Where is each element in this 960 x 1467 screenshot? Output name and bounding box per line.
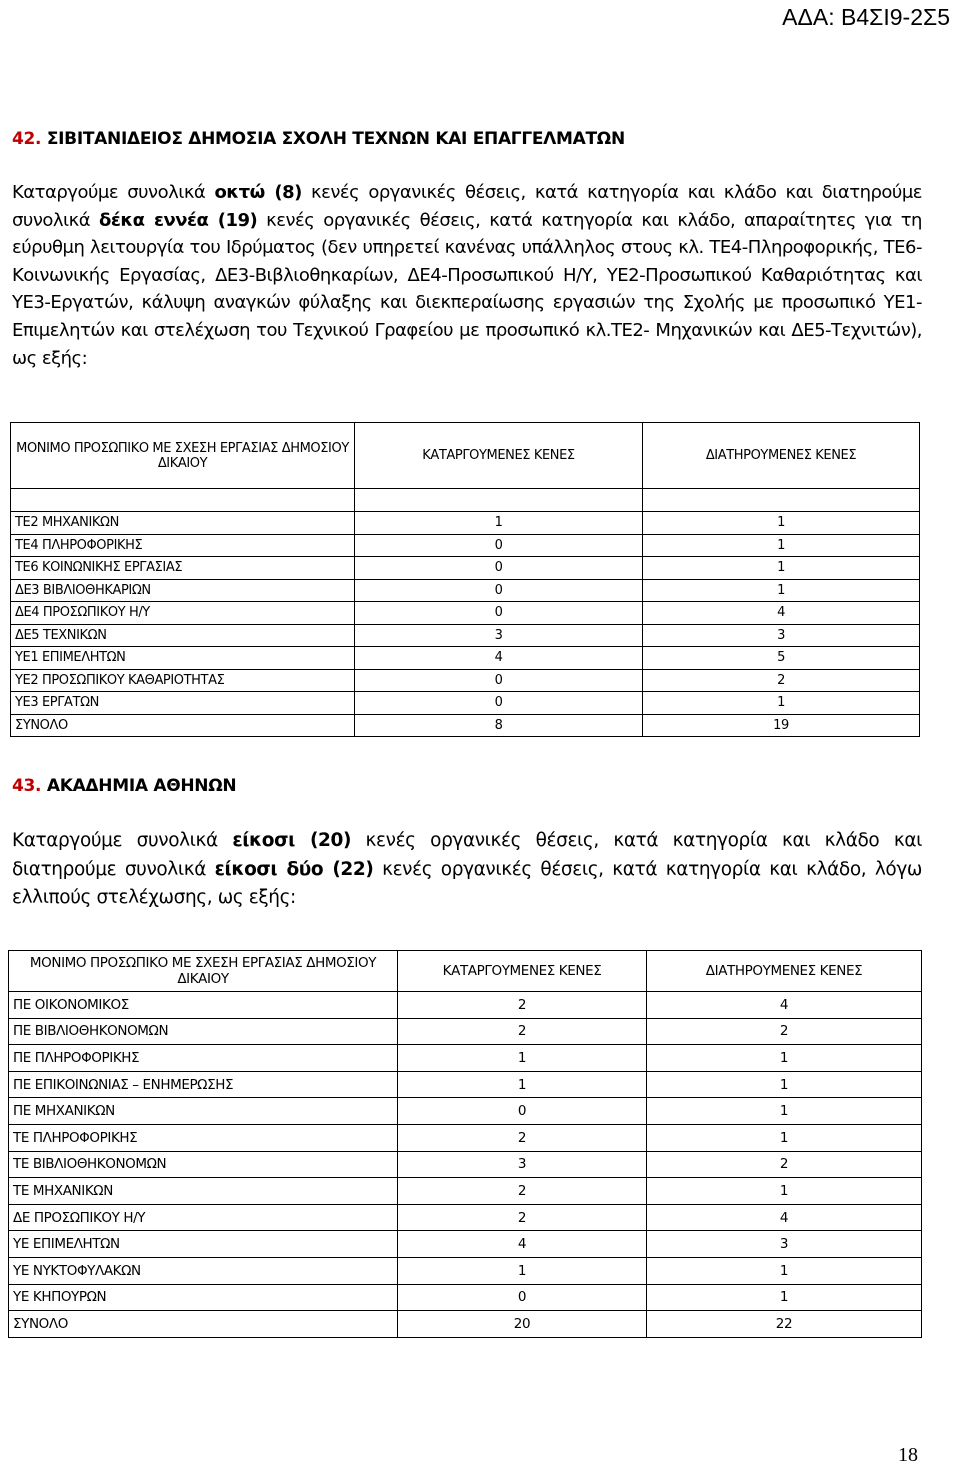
cell-category: ΠΕ ΜΗΧΑΝΙΚΩΝ bbox=[9, 1098, 398, 1125]
section-42-heading bbox=[12, 129, 625, 149]
cell-retained: 1 bbox=[647, 1124, 922, 1151]
para-text: κενές οργανικές θέσεις, κατά κατηγορία και κλάδο, λόγω ελλιπούς στελέχωσης, ως εξής: bbox=[12, 858, 922, 908]
cell-retained: 2 bbox=[647, 1151, 922, 1178]
table-row bbox=[11, 557, 920, 580]
cell-abolished: 0 bbox=[355, 602, 643, 625]
table-row bbox=[9, 992, 922, 1019]
cell-category: ΤΕ2 ΜΗΧΑΝΙΚΩΝ bbox=[11, 512, 355, 535]
cell-category: ΣΥΝΟΛΟ bbox=[9, 1311, 398, 1338]
para-text: κενές οργανικές θέσεις, κατά κατηγορία και κλάδο, απαραίτητες για τη εύρυθμη λειτουργία του Ιδρύματος (δεν υπηρετεί κανένας υπάλληλος στους κλ. ΤΕ4-Πληροφορικής, ΤΕ6-Κοινωνικής Εργασίας, ΔΕ3-Βιβλιοθηκαρίων, ΔΕ4-Προσωπικού Η/Υ, ΥΕ2-Προσωπικού Καθαριότητας και ΥΕ3-Εργατών, κάλυψη αναγκών φύλαξης και διεκπεραίωσης εργασιών της Σχολής με προσωπικό ΥΕ1-Επιμελητών και στελέχωση του Τεχνικού Γραφείου με προσωπικό κλ.ΤΕ2- Μηχανικών και ΔΕ5-Τεχνιτών), ως εξής: bbox=[12, 209, 922, 369]
table-row bbox=[9, 1204, 922, 1231]
cell-category: ΤΕ ΜΗΧΑΝΙΚΩΝ bbox=[9, 1178, 398, 1205]
section-43-paragraph bbox=[12, 827, 922, 913]
cell-abolished: 2 bbox=[398, 1124, 647, 1151]
cell-retained: 3 bbox=[643, 624, 920, 647]
table-row bbox=[11, 647, 920, 670]
para-bold: είκοσι δύο (22) bbox=[214, 858, 374, 880]
section-42-title: ΣΙΒΙΤΑΝΙΔΕΙΟΣ ΔΗΜΟΣΙΑ ΣΧΟΛΗ ΤΕΧΝΩΝ ΚΑΙ ΕΠΑΓΓΕΛΜΑΤΩΝ bbox=[46, 129, 625, 149]
cell-category: ΥΕ ΝΥΚΤΟΦΥΛΑΚΩΝ bbox=[9, 1257, 398, 1284]
table-row bbox=[11, 602, 920, 625]
cell-abolished: 1 bbox=[355, 512, 643, 535]
cell-retained: 4 bbox=[647, 1204, 922, 1231]
cell-category: ΤΕ ΒΙΒΛΙΟΘΗΚΟΝΟΜΩΝ bbox=[9, 1151, 398, 1178]
cell-retained: 3 bbox=[647, 1231, 922, 1258]
header-staff: ΜΟΝΙΜΟ ΠΡΟΣΩΠΙΚΟ ΜΕ ΣΧΕΣΗ ΕΡΓΑΣΙΑΣ ΔΗΜΟΣΙΟΥ ΔΙΚΑΙΟΥ bbox=[9, 951, 398, 992]
cell-abolished: 0 bbox=[355, 579, 643, 602]
table-row bbox=[9, 1311, 922, 1338]
cell-abolished: 0 bbox=[355, 669, 643, 692]
cell-category: ΠΕ ΟΙΚΟΝΟΜΙΚΟΣ bbox=[9, 992, 398, 1019]
header-retained: ΔΙΑΤΗΡΟΥΜΕΝΕΣ ΚΕΝΕΣ bbox=[647, 951, 922, 992]
table-row bbox=[9, 1071, 922, 1098]
table-row bbox=[9, 1045, 922, 1072]
para-bold: οκτώ (8) bbox=[214, 182, 302, 203]
cell-abolished: 2 bbox=[398, 1178, 647, 1205]
header-abolished: ΚΑΤΑΡΓΟΥΜΕΝΕΣ ΚΕΝΕΣ bbox=[355, 423, 643, 489]
para-text: κενές οργανικές θέσεις, κατά κατηγορία και κλάδο και διατηρούμε συνολικά bbox=[12, 182, 923, 231]
table-row bbox=[9, 1257, 922, 1284]
section-43-table bbox=[8, 950, 922, 1338]
section-43-title: ΑΚΑΔΗΜΙΑ ΑΘΗΝΩΝ bbox=[46, 776, 237, 796]
cell-abolished: 2 bbox=[398, 1204, 647, 1231]
cell-retained: 1 bbox=[643, 579, 920, 602]
cell-retained: 1 bbox=[647, 1098, 922, 1125]
table-row bbox=[9, 1151, 922, 1178]
table-row bbox=[11, 579, 920, 602]
section-42-table bbox=[10, 422, 920, 737]
para-text: Καταργούμε συνολικά bbox=[12, 182, 215, 203]
cell-category: ΠΕ ΕΠΙΚΟΙΝΩΝΙΑΣ – ΕΝΗΜΕΡΩΣΗΣ bbox=[9, 1071, 398, 1098]
para-text: Καταργούμε συνολικά bbox=[12, 830, 233, 851]
table-row bbox=[11, 624, 920, 647]
cell-category: ΔΕ4 ΠΡΟΣΩΠΙΚΟΥ Η/Υ bbox=[11, 602, 355, 625]
cell-retained: 19 bbox=[643, 714, 920, 737]
cell-category: ΥΕ3 ΕΡΓΑΤΩΝ bbox=[11, 692, 355, 715]
cell-category: ΣΥΝΟΛΟ bbox=[11, 714, 355, 737]
cell-category: ΤΕ6 ΚΟΙΝΩΝΙΚΗΣ ΕΡΓΑΣΙΑΣ bbox=[11, 557, 355, 580]
table-spacer-row bbox=[11, 489, 920, 512]
cell-abolished: 3 bbox=[398, 1151, 647, 1178]
cell-retained: 2 bbox=[647, 1018, 922, 1045]
cell-abolished: 2 bbox=[398, 992, 647, 1019]
cell-retained: 1 bbox=[647, 1178, 922, 1205]
cell-category: ΤΕ ΠΛΗΡΟΦΟΡΙΚΗΣ bbox=[9, 1124, 398, 1151]
cell-abolished: 0 bbox=[355, 534, 643, 557]
header-retained: ΔΙΑΤΗΡΟΥΜΕΝΕΣ ΚΕΝΕΣ bbox=[643, 423, 920, 489]
cell-abolished: 0 bbox=[398, 1284, 647, 1311]
cell-retained: 1 bbox=[643, 692, 920, 715]
table-row bbox=[9, 1018, 922, 1045]
table-row bbox=[11, 512, 920, 535]
table-header-row bbox=[9, 951, 922, 992]
cell-retained: 4 bbox=[647, 992, 922, 1019]
table-header-row bbox=[11, 423, 920, 489]
cell-retained: 22 bbox=[647, 1311, 922, 1338]
cell-retained: 1 bbox=[647, 1045, 922, 1072]
cell-abolished: 8 bbox=[355, 714, 643, 737]
cell-retained: 2 bbox=[643, 669, 920, 692]
page-number: 18 bbox=[898, 1444, 918, 1466]
cell-category: ΥΕ2 ΠΡΟΣΩΠΙΚΟΥ ΚΑΘΑΡΙΟΤΗΤΑΣ bbox=[11, 669, 355, 692]
cell-category: ΥΕ ΚΗΠΟΥΡΩΝ bbox=[9, 1284, 398, 1311]
cell-abolished: 0 bbox=[355, 692, 643, 715]
cell-category: ΥΕ1 ΕΠΙΜΕΛΗΤΩΝ bbox=[11, 647, 355, 670]
cell-abolished: 0 bbox=[355, 557, 643, 580]
cell-retained: 1 bbox=[643, 534, 920, 557]
header-staff: ΜΟΝΙΜΟ ΠΡΟΣΩΠΙΚΟ ΜΕ ΣΧΕΣΗ ΕΡΓΑΣΙΑΣ ΔΗΜΟΣΙΟΥ ΔΙΚΑΙΟΥ bbox=[11, 423, 355, 489]
section-43-heading bbox=[12, 776, 236, 796]
table-row bbox=[11, 714, 920, 737]
table-row bbox=[9, 1284, 922, 1311]
section-42-number: 42. bbox=[12, 129, 42, 149]
cell-category: ΔΕ5 ΤΕΧΝΙΚΩΝ bbox=[11, 624, 355, 647]
section-43-number: 43. bbox=[12, 776, 42, 796]
table-row bbox=[9, 1178, 922, 1205]
cell-category: ΠΕ ΠΛΗΡΟΦΟΡΙΚΗΣ bbox=[9, 1045, 398, 1072]
table-row bbox=[9, 1124, 922, 1151]
para-bold: δέκα εννέα (19) bbox=[98, 209, 258, 231]
cell-abolished: 20 bbox=[398, 1311, 647, 1338]
cell-category: ΠΕ ΒΙΒΛΙΟΘΗΚΟΝΟΜΩΝ bbox=[9, 1018, 398, 1045]
cell-abolished: 0 bbox=[398, 1098, 647, 1125]
table-row bbox=[11, 669, 920, 692]
cell-abolished: 2 bbox=[398, 1018, 647, 1045]
cell-abolished: 1 bbox=[398, 1045, 647, 1072]
table-row bbox=[11, 692, 920, 715]
cell-retained: 4 bbox=[643, 602, 920, 625]
cell-retained: 1 bbox=[647, 1071, 922, 1098]
cell-retained: 1 bbox=[643, 512, 920, 535]
para-bold: είκοσι (20) bbox=[232, 830, 352, 851]
ada-code: ΑΔΑ: Β4ΣΙ9-2Σ5 bbox=[782, 4, 950, 30]
cell-abolished: 4 bbox=[355, 647, 643, 670]
table-row bbox=[9, 1098, 922, 1125]
table-row bbox=[9, 1231, 922, 1258]
cell-retained: 5 bbox=[643, 647, 920, 670]
para-text: κενές οργανικές θέσεις, κατά κατηγορία και κλάδο και διατηρούμε συνολικά bbox=[12, 830, 923, 880]
cell-retained: 1 bbox=[643, 557, 920, 580]
section-42-paragraph bbox=[12, 179, 922, 372]
cell-retained: 1 bbox=[647, 1284, 922, 1311]
cell-category: ΥΕ ΕΠΙΜΕΛΗΤΩΝ bbox=[9, 1231, 398, 1258]
cell-category: ΔΕ3 ΒΙΒΛΙΟΘΗΚΑΡΙΩΝ bbox=[11, 579, 355, 602]
cell-abolished: 1 bbox=[398, 1071, 647, 1098]
cell-category: ΤΕ4 ΠΛΗΡΟΦΟΡΙΚΗΣ bbox=[11, 534, 355, 557]
header-abolished: ΚΑΤΑΡΓΟΥΜΕΝΕΣ ΚΕΝΕΣ bbox=[398, 951, 647, 992]
cell-retained: 1 bbox=[647, 1257, 922, 1284]
cell-abolished: 1 bbox=[398, 1257, 647, 1284]
cell-abolished: 4 bbox=[398, 1231, 647, 1258]
cell-abolished: 3 bbox=[355, 624, 643, 647]
table-row bbox=[11, 534, 920, 557]
cell-category: ΔΕ ΠΡΟΣΩΠΙΚΟΥ Η/Υ bbox=[9, 1204, 398, 1231]
